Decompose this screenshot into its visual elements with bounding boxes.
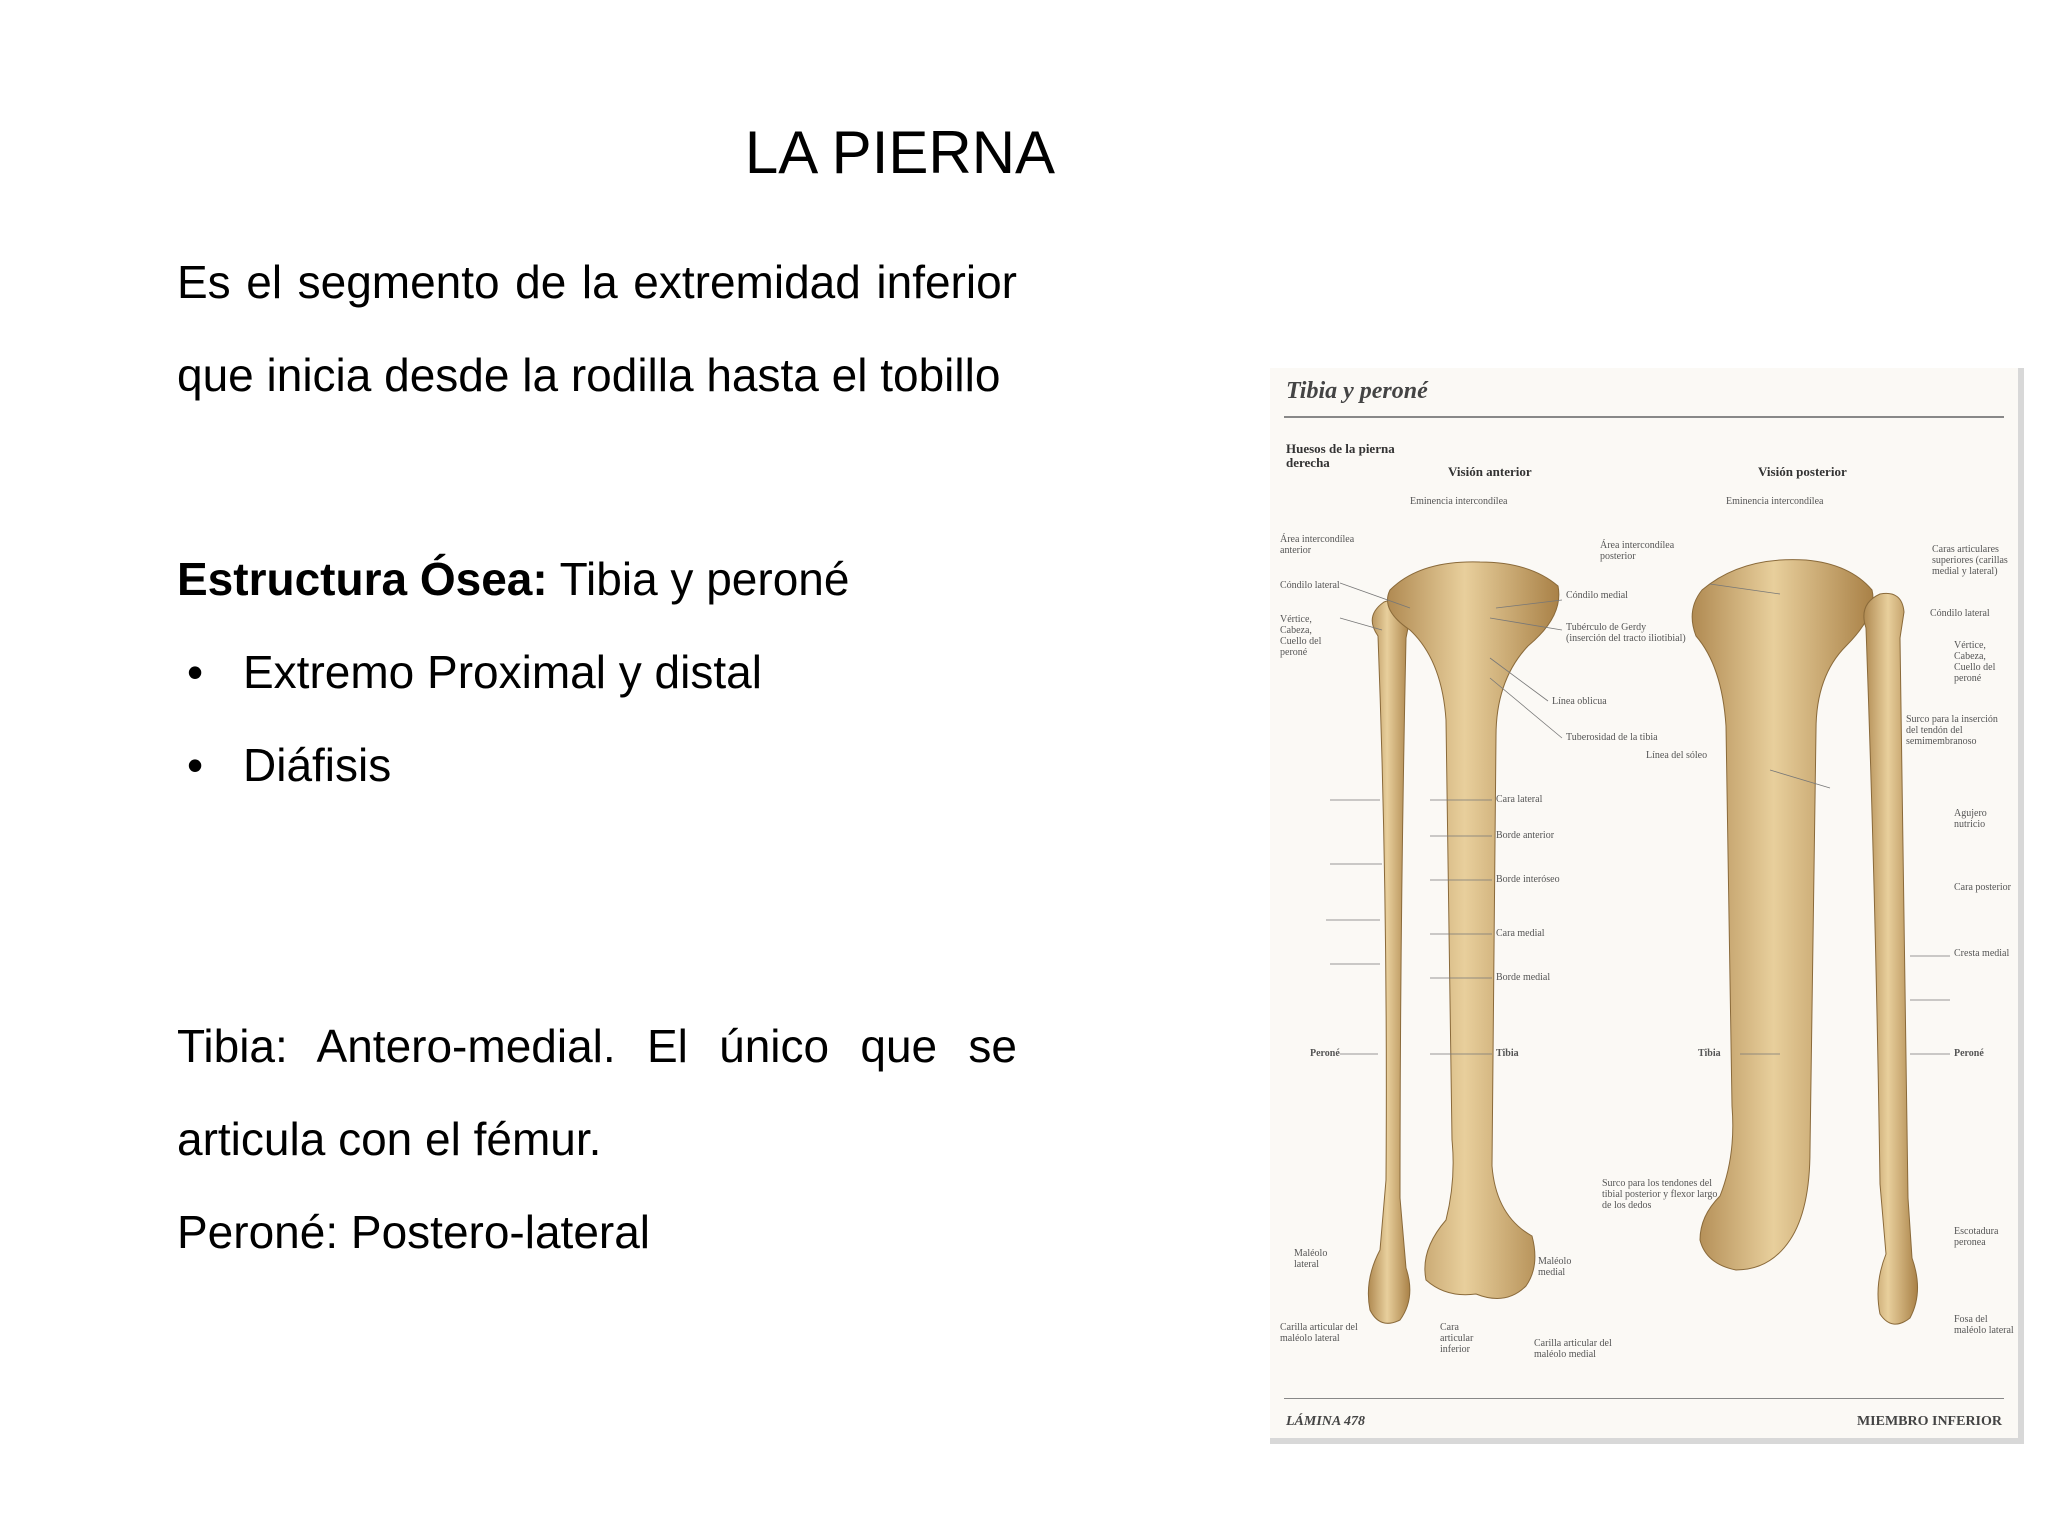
label-borde-interoseo: Borde interóseo (1496, 874, 1560, 885)
intro-paragraph (177, 236, 1017, 422)
label-carilla-lateral: Carilla articular del maléolo lateral (1280, 1322, 1358, 1344)
figure-rule-bottom (1284, 1398, 2004, 1399)
fibula-anterior (1368, 600, 1410, 1323)
label-linea-oblicua: Línea oblicua (1552, 696, 1607, 707)
structure-line (177, 533, 1017, 626)
label-perone: Peroné (1310, 1048, 1340, 1059)
label-caras-articulares: Caras articulares superiores (carillas medial y lateral) (1932, 544, 2008, 577)
label-maleolo-medial: Maléolo medial (1538, 1256, 1572, 1278)
label-condilo-lateral-posterior: Cóndilo lateral (1930, 608, 1990, 619)
label-tibia-posterior: Tibia (1698, 1048, 1721, 1059)
label-cara-articular-inferior: Cara articular inferior (1440, 1322, 1474, 1355)
figure-footer-right: MIEMBRO INFERIOR (1856, 1414, 2002, 1429)
leader-lines (1326, 583, 1950, 1054)
anatomy-figure (1270, 368, 2024, 1444)
view-posterior-label: Visión posterior (1758, 464, 1847, 479)
label-tibia: Tibia (1496, 1048, 1519, 1059)
structure-section (177, 533, 1017, 812)
fibula-posterior (1864, 593, 1918, 1324)
figure-footer-left: LÁMINA 478 (1286, 1414, 1365, 1429)
label-cara-lateral: Cara lateral (1496, 794, 1543, 805)
tibia-text: Tibia: Antero-medial. El único que se articula con el fémur. (177, 1020, 1017, 1165)
label-condilo-medial: Cóndilo medial (1566, 590, 1628, 601)
label-area-anterior: Área intercondílea anterior (1280, 534, 1355, 556)
perone-text: Peroné: Postero-lateral (177, 1206, 651, 1258)
label-surco-tendones: Surco para los tendones del tibial posterior y flexor largo de los dedos (1602, 1178, 1718, 1211)
label-escotadura: Escotadura peronea (1954, 1226, 1999, 1248)
intro-text: Es el segmento de la extremidad inferior que inicia desde la rodilla hasta el tobillo (177, 256, 1017, 401)
label-condilo-lateral: Cóndilo lateral (1280, 580, 1340, 591)
label-gerdy: Tubérculo de Gerdy (inserción del tracto iliotibial) (1566, 622, 1686, 644)
bullet-item: • Extremo Proximal y distal (177, 626, 1017, 719)
bullet-item: • Diáfisis (177, 719, 1017, 812)
label-carilla-medial: Carilla articular del maléolo medial (1534, 1338, 1612, 1360)
label-cresta-medial: Cresta medial (1954, 948, 2010, 959)
slide-title: LA PIERNA (744, 119, 1056, 186)
label-tuberosidad: Tuberosidad de la tibia (1566, 732, 1658, 743)
figure-subtitle: Huesos de la pierna derecha (1286, 441, 1395, 470)
label-linea-soleo: Línea del sóleo (1646, 750, 1708, 761)
label-vertice: Vértice, Cabeza, Cuello del peroné (1280, 614, 1322, 658)
figure-title: Tibia y peroné (1286, 378, 1428, 404)
label-borde-medial: Borde medial (1496, 972, 1551, 983)
bones-section (177, 1000, 1017, 1279)
structure-bullets (177, 626, 1017, 812)
label-cara-medial: Cara medial (1496, 928, 1545, 939)
structure-value: Tibia y peroné (547, 553, 850, 605)
label-area-posterior: Área intercondílea posterior (1600, 540, 1675, 562)
structure-label: Estructura Ósea: (177, 553, 548, 605)
label-maleolo-lateral: Maléolo lateral (1294, 1248, 1328, 1270)
label-cara-posterior: Cara posterior (1954, 882, 2011, 893)
label-eminencia-posterior: Eminencia intercondílea (1726, 496, 1824, 507)
label-vertice-posterior: Vértice, Cabeza, Cuello del peroné (1954, 640, 1996, 684)
bone-illustration (1270, 368, 2018, 1438)
label-borde-anterior: Borde anterior (1496, 830, 1555, 841)
label-perone-posterior: Peroné (1954, 1048, 1984, 1059)
view-anterior-label: Visión anterior (1448, 464, 1532, 479)
label-fosa: Fosa del maléolo lateral (1954, 1314, 2014, 1336)
label-eminencia-anterior: Eminencia intercondílea (1410, 496, 1508, 507)
tibia-posterior (1692, 560, 1873, 1270)
label-agujero: Agujero nutricio (1954, 808, 1987, 830)
label-surco: Surco para la inserción del tendón del semimembranoso (1906, 714, 1998, 747)
